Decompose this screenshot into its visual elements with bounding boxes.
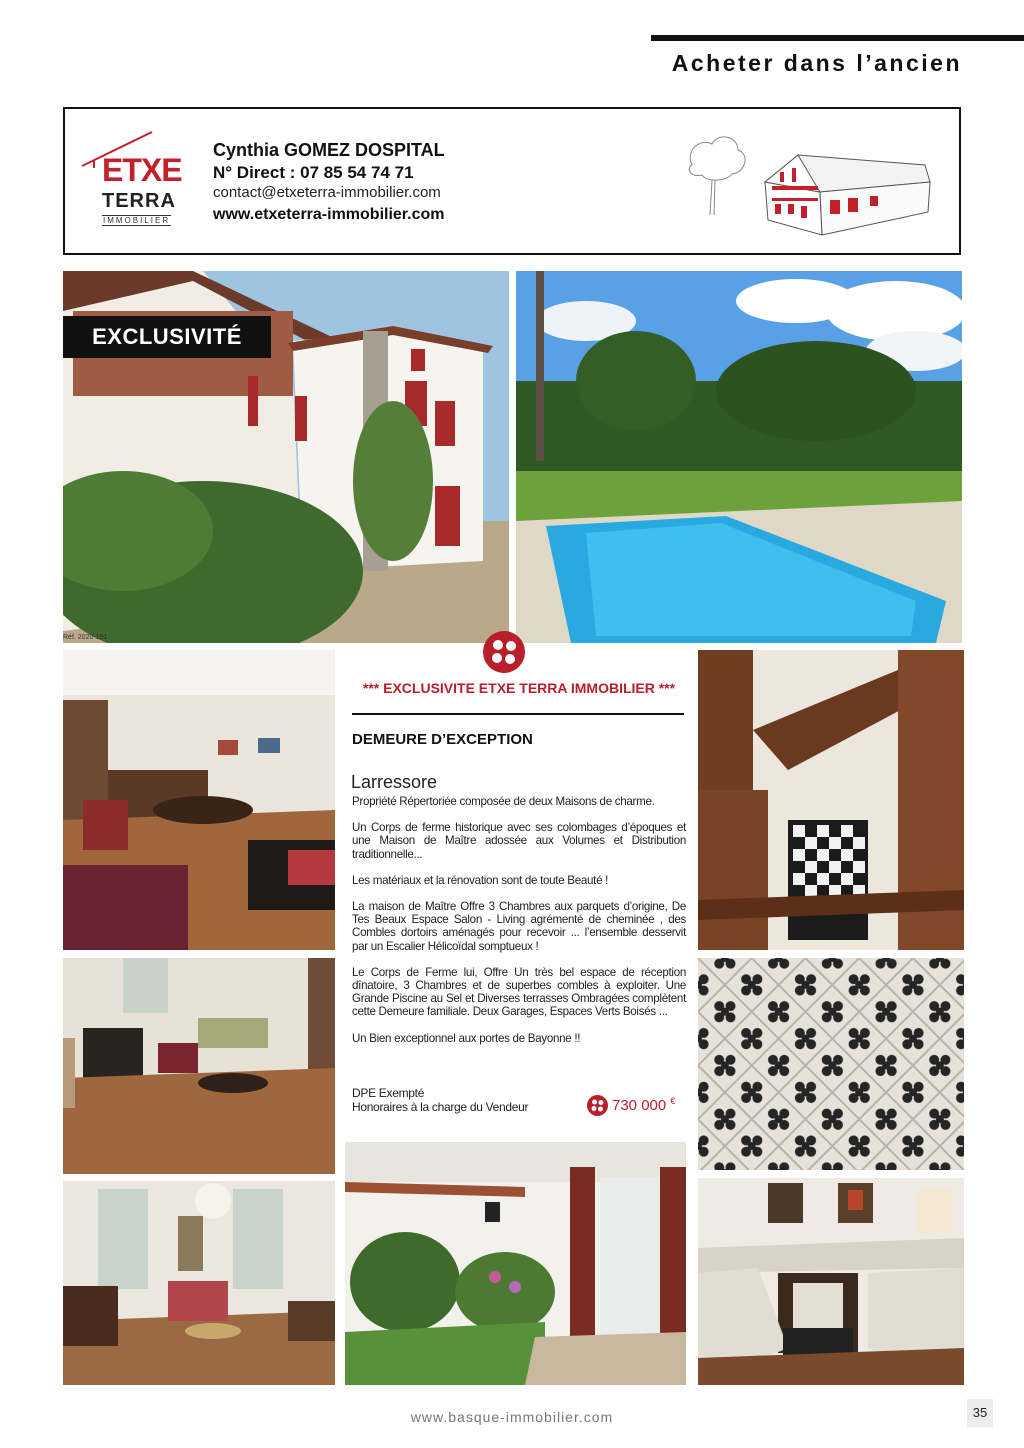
description-paragraph: Le Corps de Ferme lui, Offre Un très bel espace de réception dînatoire, 3 Chambres et de superbes combles à exploiter. Une Grande Piscine au Sel et Diverses terrasses Ombragées complètent cette Demeure familiale. Deux Garages, Espaces Verts Boisés ... [352,965,686,1019]
reference-label: Réf. 2020-191 [63,634,108,641]
photo-salon [63,1181,335,1385]
listing-description [352,795,686,1058]
section-title: Acheter dans l’ancien [671,50,962,76]
photo-entrance-hall [698,1178,964,1385]
photo-tiled-floor [698,958,964,1170]
description-paragraph: Un Bien exceptionnel aux portes de Bayonne !! [352,1031,581,1045]
listing-details [352,1086,528,1114]
agent-email[interactable]: contact@etxeterra-immobilier.com [213,184,441,201]
basque-farmhouse-sketch-icon [680,120,940,245]
description-paragraph: La maison de Maître Offre 3 Chambres aux parquets d’origine, De Tes Beaux Espace Salon - Living agrémenté de cheminée , des Combles dortoirs aménagés pour recevoir ... l’ensemble desservit par un Escalier Hélicoïdal somptueux ! [352,900,686,953]
photo-courtyard [345,1142,686,1385]
listing-city: Larressore [351,772,438,792]
photo-dining-room [63,650,335,950]
logo-terra: TERRA [102,190,176,212]
agent-name: Cynthia GOMEZ DOSPITAL [213,140,445,160]
footer-url[interactable]: www.basque-immobilier.com [410,1409,614,1425]
lauburu-icon [483,631,525,673]
agent-phone: N° Direct : 07 85 54 74 71 [213,163,414,182]
exclusivity-badge: EXCLUSIVITÉ [63,316,271,358]
photo-swimming-pool [516,271,962,643]
title-rule [352,713,684,715]
page-number: 35 [967,1399,993,1427]
photo-living-room [63,958,335,1174]
logo-etxe: ETXE [102,152,182,188]
dpe-label: DPE Exempté [352,1086,425,1100]
listing-heading: DEMEURE D’EXCEPTION [352,731,533,748]
etxe-terra-logo [80,128,190,228]
description-paragraph: Les matériaux et la rénovation sont de toute Beauté ! [352,873,609,887]
description-paragraph: Propriété Répertoriée composée de deux Maisons de charme. [352,795,655,808]
price-lauburu-icon [587,1095,608,1116]
price-currency: € [670,1096,676,1106]
listing-price [612,1096,675,1114]
fees-label: Honoraires à la charge du Vendeur [352,1100,529,1114]
header-rule [651,35,1024,41]
price-value: 730 000 [612,1097,667,1114]
agent-website[interactable]: www.etxeterra-immobilier.com [213,206,445,223]
logo-immobilier: IMMOBILIER [103,216,171,225]
photo-staircase [698,650,964,950]
exclusive-title: *** EXCLUSIVITE ETXE TERRA IMMOBILIER *** [362,680,676,696]
description-paragraph: Un Corps de ferme historique avec ses colombages d’époques et une Maison de Maître adossée aux Volumes et Distribution traditionnelle... [352,821,686,861]
